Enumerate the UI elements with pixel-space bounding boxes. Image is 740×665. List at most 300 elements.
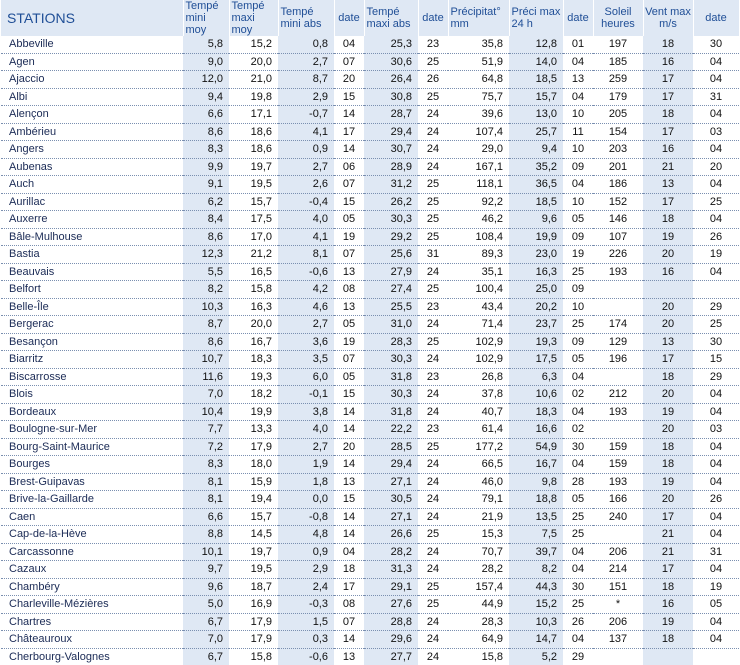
cell-date-precip: 04	[563, 88, 593, 106]
cell-wind-max: 18	[643, 631, 693, 649]
table-row	[1, 613, 739, 631]
cell-station-name: Biscarrosse	[1, 368, 183, 386]
cell-date-min: 15	[334, 491, 364, 509]
cell-date-max: 24	[426, 650, 440, 663]
cell-date-wind: 26	[693, 491, 739, 509]
cell-temp-max-abs: 28,7	[364, 106, 418, 124]
cell-temp-max-abs: 30,8	[364, 88, 418, 106]
cell-station-name: Bergerac	[1, 316, 183, 334]
cell-date-max: 25	[418, 281, 448, 299]
cell-sunshine: 240	[593, 508, 643, 526]
cell-temp-min-avg: 6,7	[183, 648, 229, 665]
cell-precipitation: 107,4	[448, 123, 509, 141]
cell-date-max: 23	[418, 36, 448, 53]
cell-temp-min-abs: 0,8	[278, 36, 334, 53]
climate-table	[1, 0, 740, 665]
cell-date-max: 25	[418, 228, 448, 246]
cell-temp-max-avg: 18,6	[229, 123, 278, 141]
cell-precip-max-24h: 16,7	[509, 456, 563, 474]
cell-temp-min-avg: 7,0	[183, 631, 229, 649]
cell-temp-max-avg: 15,9	[229, 473, 278, 491]
cell-date-max: 25	[418, 88, 448, 106]
cell-date-min: 05	[334, 368, 364, 386]
table-row	[1, 631, 739, 649]
table-row	[1, 228, 739, 246]
cell-wind-max: 17	[643, 561, 693, 579]
cell-date-min: 08	[334, 596, 364, 614]
cell-temp-max-avg: 20,0	[229, 316, 278, 334]
cell-precip-max-24h: 15,7	[509, 88, 563, 106]
cell-station-name: Chartres	[1, 613, 183, 631]
cell-date-precip: 05	[563, 351, 593, 369]
cell-date-min: 15	[334, 386, 364, 404]
cell-date-wind: 03	[693, 421, 739, 439]
cell-station-name: Bordeaux	[1, 403, 183, 421]
cell-station-name: Besançon	[1, 333, 183, 351]
table-row	[1, 316, 739, 334]
cell-temp-min-avg: 9,6	[183, 578, 229, 596]
cell-date-max: 24	[418, 141, 448, 159]
cell-sunshine: 193	[593, 403, 643, 421]
cell-temp-min-avg: 8,1	[183, 491, 229, 509]
cell-temp-min-abs: 2,7	[278, 316, 334, 334]
cell-date-precip: 25	[563, 263, 593, 281]
cell-precipitation: 46,0	[448, 473, 509, 491]
cell-precipitation: 102,9	[448, 333, 509, 351]
cell-precip-max-24h: 18,5	[509, 71, 563, 89]
cell-temp-max-abs: 26,2	[364, 193, 418, 211]
cell-temp-min-abs: 0,3	[278, 631, 334, 649]
cell-temp-max-abs: 31,8	[364, 368, 418, 386]
cell-temp-min-abs: 8,7	[278, 71, 334, 89]
cell-temp-max-abs: 31,0	[364, 316, 418, 334]
cell-temp-min-avg: 9,9	[183, 158, 229, 176]
cell-date-wind: 04	[693, 456, 739, 474]
table-row	[1, 333, 739, 351]
table-row	[1, 106, 739, 124]
cell-temp-max-abs: 25,3	[364, 36, 418, 53]
cell-temp-min-abs: -0,3	[278, 596, 334, 614]
cell-precip-max-24h: 25,0	[509, 281, 563, 299]
table-row	[1, 368, 739, 386]
cell-temp-min-avg: 10,4	[183, 403, 229, 421]
cell-temp-max-abs: 31,3	[364, 561, 418, 579]
cell-temp-min-abs: 0,9	[278, 543, 334, 561]
cell-precip-max-24h: 13,5	[509, 508, 563, 526]
cell-temp-min-avg: 8,2	[183, 281, 229, 299]
cell-date-max: 24	[418, 351, 448, 369]
cell-station-name: Boulogne-sur-Mer	[1, 421, 183, 439]
table-row	[1, 578, 739, 596]
cell-date-wind: 15	[693, 351, 739, 369]
cell-date-min: 20	[334, 71, 364, 89]
cell-wind-max: 20	[643, 421, 693, 439]
cell-date-min: 05	[334, 211, 364, 229]
cell-sunshine: 159	[593, 456, 643, 474]
cell-sunshine: 212	[593, 386, 643, 404]
cell-date-precip: 30	[563, 438, 593, 456]
cell-precipitation: 108,4	[448, 228, 509, 246]
cell-station-name: Ajaccio	[1, 71, 183, 89]
cell-temp-min-avg: 10,7	[183, 351, 229, 369]
cell-date-min: 17	[334, 123, 364, 141]
cell-temp-min-avg: 6,7	[183, 613, 229, 631]
cell-wind-max: 18	[643, 438, 693, 456]
cell-temp-min-abs: 2,6	[278, 176, 334, 194]
cell-sunshine: 186	[593, 176, 643, 194]
cell-date-min: 19	[334, 333, 364, 351]
cell-date-precip: 09	[563, 228, 593, 246]
cell-temp-max-avg: 15,8	[229, 281, 278, 299]
cell-date-precip: 10	[563, 298, 593, 316]
cell-temp-min-avg: 8,6	[183, 228, 229, 246]
cell-date-precip: 04	[563, 368, 593, 386]
cell-temp-min-avg: 6,6	[183, 508, 229, 526]
cell-temp-min-abs: 2,7	[278, 438, 334, 456]
cell-temp-min-abs: -0,6	[278, 263, 334, 281]
cell-precip-max-24h: 16,3	[509, 263, 563, 281]
cell-temp-min-avg: 8,7	[183, 316, 229, 334]
cell-temp-min-abs: 6,0	[278, 368, 334, 386]
cell-wind-max: 18	[643, 578, 693, 596]
table-row	[1, 403, 739, 421]
header-date-max: date	[418, 0, 448, 36]
table-row	[1, 596, 739, 614]
cell-temp-min-abs: 0,0	[278, 491, 334, 509]
cell-date-min: 13	[342, 650, 356, 663]
cell-date-wind: 04	[693, 438, 739, 456]
cell-date-wind: 04	[693, 561, 739, 579]
cell-date-wind: 19	[693, 578, 739, 596]
cell-precip-max-24h: 18,3	[509, 403, 563, 421]
cell-precipitation: 28,2	[448, 561, 509, 579]
cell-date-precip: 05	[563, 211, 593, 229]
cell-date-max: 24	[418, 158, 448, 176]
cell-precip-max-24h: 23,7	[509, 316, 563, 334]
cell-temp-min-avg: 8,4	[183, 211, 229, 229]
cell-station-name: Ambérieu	[1, 123, 183, 141]
cell-date-min: 07	[334, 351, 364, 369]
cell-station-name: Cazaux	[1, 561, 183, 579]
cell-sunshine: 129	[593, 333, 643, 351]
cell-precipitation: 43,4	[448, 298, 509, 316]
cell-date-precip: 13	[563, 71, 593, 89]
cell-precip-max-24h: 54,9	[509, 438, 563, 456]
cell-precip-max-24h: 25,7	[509, 123, 563, 141]
cell-date-wind: 04	[693, 473, 739, 491]
cell-date-min: 14	[334, 631, 364, 649]
table-row	[1, 351, 739, 369]
cell-date-max: 24	[418, 386, 448, 404]
cell-date-max: 24	[418, 403, 448, 421]
cell-temp-min-abs: 1,9	[278, 456, 334, 474]
cell-precip-max-24h: 19,3	[509, 333, 563, 351]
cell-date-precip: 04	[563, 543, 593, 561]
cell-precip-max-24h: 39,7	[509, 543, 563, 561]
table-row	[1, 246, 739, 264]
cell-date-max: 25	[418, 53, 448, 71]
cell-precip-max-24h: 35,2	[509, 158, 563, 176]
table-row	[1, 543, 739, 561]
cell-precipitation: 157,4	[448, 578, 509, 596]
cell-wind-max: 19	[643, 228, 693, 246]
table-row	[1, 298, 739, 316]
cell-sunshine: 159	[593, 438, 643, 456]
cell-date-precip: 04	[563, 561, 593, 579]
cell-date-max: 23	[418, 298, 448, 316]
cell-station-name: Cherbourg-Valognes	[9, 650, 110, 663]
cell-precip-max-24h: 6,3	[509, 368, 563, 386]
cell-date-wind	[693, 281, 739, 299]
cell-date-precip: 10	[563, 141, 593, 159]
cell-temp-max-avg: 19,3	[229, 368, 278, 386]
cell-precip-max-24h: 23,0	[509, 246, 563, 264]
cell-date-min: 14	[334, 508, 364, 526]
cell-precipitation: 28,3	[448, 613, 509, 631]
cell-wind-max: 17	[643, 123, 693, 141]
cell-temp-max-abs: 28,3	[364, 333, 418, 351]
cell-date-max: 24	[418, 561, 448, 579]
table-row	[1, 281, 739, 299]
cell-temp-max-abs: 22,2	[364, 421, 418, 439]
table-row	[1, 473, 739, 491]
header-date-wind: date	[693, 0, 739, 36]
cell-wind-max: 16	[643, 141, 693, 159]
cell-temp-min-avg: 8,6	[183, 123, 229, 141]
cell-station-name: Abbeville	[1, 36, 183, 53]
cell-temp-min-avg: 11,6	[183, 368, 229, 386]
cell-date-min: 04	[334, 543, 364, 561]
cell-temp-max-avg: 19,5	[229, 176, 278, 194]
cell-date-min: 18	[334, 561, 364, 579]
cell-precip-max-24h: 18,5	[509, 193, 563, 211]
cell-station-name: Biarritz	[1, 351, 183, 369]
cell-precip-max-24h: 16,6	[509, 421, 563, 439]
table-row	[1, 438, 739, 456]
cell-precip-max-24h: 5,2	[509, 648, 563, 665]
cell-temp-min-avg: 8,1	[183, 473, 229, 491]
cell-sunshine: 197	[593, 36, 643, 53]
cell-temp-max-avg: 21,0	[229, 71, 278, 89]
cell-date-precip: 02	[563, 386, 593, 404]
cell-temp-max-avg: 19,4	[229, 491, 278, 509]
cell-date-wind: 03	[693, 123, 739, 141]
cell-temp-max-abs: 26,6	[364, 526, 418, 544]
cell-precip-max-24h: 7,5	[509, 526, 563, 544]
table-row	[1, 491, 739, 509]
cell-temp-max-avg: 18,7	[229, 578, 278, 596]
cell-temp-max-avg: 15,7	[229, 193, 278, 211]
cell-precip-max-24h: 9,6	[509, 211, 563, 229]
cell-station-name: Albi	[1, 88, 183, 106]
cell-sunshine: *	[593, 596, 643, 614]
cell-date-wind: 04	[693, 526, 739, 544]
cell-date-wind: 04	[693, 71, 739, 89]
cell-precip-max-24h: 10,6	[509, 386, 563, 404]
cell-wind-max: 21	[643, 543, 693, 561]
cell-date-wind: 05	[693, 596, 739, 614]
cell-temp-min-avg: 7,2	[183, 438, 229, 456]
cell-date-max: 25	[418, 578, 448, 596]
cell-temp-min-abs: 3,6	[278, 333, 334, 351]
table-row	[1, 263, 739, 281]
cell-temp-max-avg: 17,0	[229, 228, 278, 246]
table-row	[1, 421, 739, 439]
cell-date-max: 24	[418, 543, 448, 561]
cell-precip-max-24h: 14,0	[509, 53, 563, 71]
cell-temp-max-abs: 27,9	[364, 263, 418, 281]
cell-station-name: Chambéry	[1, 578, 183, 596]
cell-date-max: 25	[418, 526, 448, 544]
cell-date-precip: 25	[563, 596, 593, 614]
cell-temp-min-abs: 2,4	[278, 578, 334, 596]
cell-station-name: Cap-de-la-Hève	[1, 526, 183, 544]
cell-station-name: Belle-Île	[1, 298, 183, 316]
cell-wind-max: 16	[643, 263, 693, 281]
cell-precip-max-24h: 9,8	[509, 473, 563, 491]
cell-date-min: 07	[334, 176, 364, 194]
cell-sunshine: 205	[593, 106, 643, 124]
cell-date-precip: 09	[563, 333, 593, 351]
cell-wind-max: 21	[643, 158, 693, 176]
cell-date-max: 24	[418, 473, 448, 491]
cell-temp-min-avg: 12,0	[183, 71, 229, 89]
cell-station-name: Auch	[1, 176, 183, 194]
cell-precipitation: 46,2	[448, 211, 509, 229]
cell-temp-min-avg: 6,2	[183, 193, 229, 211]
cell-date-precip: 26	[563, 613, 593, 631]
cell-wind-max: 20	[643, 298, 693, 316]
cell-date-min: 14	[334, 141, 364, 159]
cell-temp-min-avg: 8,8	[183, 526, 229, 544]
cell-station-name: Aubenas	[1, 158, 183, 176]
cell-station-name: Alençon	[1, 106, 183, 124]
cell-date-min: 14	[334, 403, 364, 421]
cell-temp-max-avg: 18,3	[229, 351, 278, 369]
cell-sunshine: 196	[593, 351, 643, 369]
cell-date-precip: 10	[563, 106, 593, 124]
cell-temp-min-abs: 2,7	[278, 158, 334, 176]
cell-precip-max-24h: 13,0	[509, 106, 563, 124]
cell-date-max: 25	[418, 596, 448, 614]
cell-temp-max-abs: 28,9	[364, 158, 418, 176]
cell-precipitation: 39,6	[448, 106, 509, 124]
cell-temp-min-abs: 4,1	[278, 123, 334, 141]
cell-date-precip: 04	[563, 403, 593, 421]
cell-station-name: Brive-la-Gaillarde	[1, 491, 183, 509]
cell-sunshine	[593, 298, 643, 316]
table-row	[1, 648, 739, 665]
cell-station-name: Brest-Guipavas	[1, 473, 183, 491]
cell-temp-min-avg: 10,1	[183, 543, 229, 561]
cell-date-wind: 04	[693, 386, 739, 404]
cell-temp-max-avg: 17,9	[229, 438, 278, 456]
cell-temp-max-avg: 17,5	[229, 211, 278, 229]
cell-temp-max-abs: 26,4	[364, 71, 418, 89]
cell-date-precip: 04	[563, 176, 593, 194]
cell-date-wind: 04	[693, 508, 739, 526]
cell-temp-min-abs: 2,9	[278, 561, 334, 579]
cell-precip-max-24h: 9,4	[509, 141, 563, 159]
cell-wind-max: 16	[643, 53, 693, 71]
cell-date-min: 15	[334, 88, 364, 106]
cell-date-wind: 04	[693, 263, 739, 281]
cell-temp-min-abs: -0,6	[278, 648, 334, 665]
cell-temp-max-abs: 25,6	[364, 246, 418, 264]
cell-wind-max: 18	[643, 106, 693, 124]
cell-precipitation: 15,3	[448, 526, 509, 544]
cell-wind-max: 17	[643, 508, 693, 526]
cell-station-name: Bourges	[1, 456, 183, 474]
cell-wind-max: 17	[643, 351, 693, 369]
cell-precipitation: 79,1	[448, 491, 509, 509]
header-sunshine: Soleil heures	[593, 0, 643, 36]
cell-temp-max-avg: 17,9	[229, 631, 278, 649]
cell-date-max: 26	[418, 71, 448, 89]
table-row	[1, 561, 739, 579]
cell-temp-max-abs: 30,3	[364, 351, 418, 369]
cell-sunshine: 193	[593, 473, 643, 491]
table-row	[1, 71, 739, 89]
cell-temp-max-avg: 20,0	[229, 53, 278, 71]
cell-station-name: Blois	[1, 386, 183, 404]
cell-temp-min-avg: 5,0	[183, 596, 229, 614]
cell-temp-max-avg: 16,3	[229, 298, 278, 316]
cell-temp-max-avg: 15,8	[250, 650, 272, 663]
cell-temp-max-abs: 30,3	[364, 211, 418, 229]
cell-temp-max-avg: 18,0	[229, 456, 278, 474]
cell-temp-max-abs: 30,7	[364, 141, 418, 159]
cell-temp-max-abs: 31,2	[364, 176, 418, 194]
header-precipitation: Précipitat° mm	[448, 0, 509, 36]
cell-date-max: 24	[418, 508, 448, 526]
cell-temp-min-abs: -0,4	[278, 193, 334, 211]
cell-sunshine: 174	[593, 316, 643, 334]
cell-wind-max: 20	[643, 386, 693, 404]
cell-precipitation: 177,2	[448, 438, 509, 456]
cell-temp-min-avg: 8,3	[183, 141, 229, 159]
cell-date-wind: 26	[693, 228, 739, 246]
cell-precipitation: 92,2	[448, 193, 509, 211]
header-wind-max: Vent max m/s	[643, 0, 693, 36]
cell-sunshine: 154	[593, 123, 643, 141]
cell-date-precip: 11	[563, 123, 593, 141]
cell-precip-max-24h: 15,2	[509, 596, 563, 614]
cell-temp-max-avg: 15,2	[229, 36, 278, 53]
cell-temp-max-avg: 16,7	[229, 333, 278, 351]
cell-date-min: 14	[334, 526, 364, 544]
cell-temp-min-avg: 5,8	[183, 36, 229, 53]
cell-temp-max-abs: 30,5	[364, 491, 418, 509]
cell-temp-max-abs: 29,4	[364, 123, 418, 141]
cell-wind-max	[643, 281, 693, 299]
table-row	[1, 176, 739, 194]
cell-temp-max-abs: 28,5	[364, 438, 418, 456]
cell-temp-max-abs: 29,2	[364, 228, 418, 246]
cell-temp-min-abs: 4,8	[278, 526, 334, 544]
cell-precip-max-24h: 36,5	[509, 176, 563, 194]
cell-temp-max-abs: 25,5	[364, 298, 418, 316]
cell-temp-min-avg: 8,3	[183, 456, 229, 474]
cell-sunshine	[593, 526, 643, 544]
cell-date-precip: 10	[563, 193, 593, 211]
cell-date-max: 24	[418, 316, 448, 334]
table-row	[1, 36, 739, 53]
cell-precip-max-24h: 12,8	[509, 36, 563, 53]
cell-date-min: 07	[334, 613, 364, 631]
cell-date-precip: 09	[563, 158, 593, 176]
cell-temp-min-abs: 0,9	[278, 141, 334, 159]
